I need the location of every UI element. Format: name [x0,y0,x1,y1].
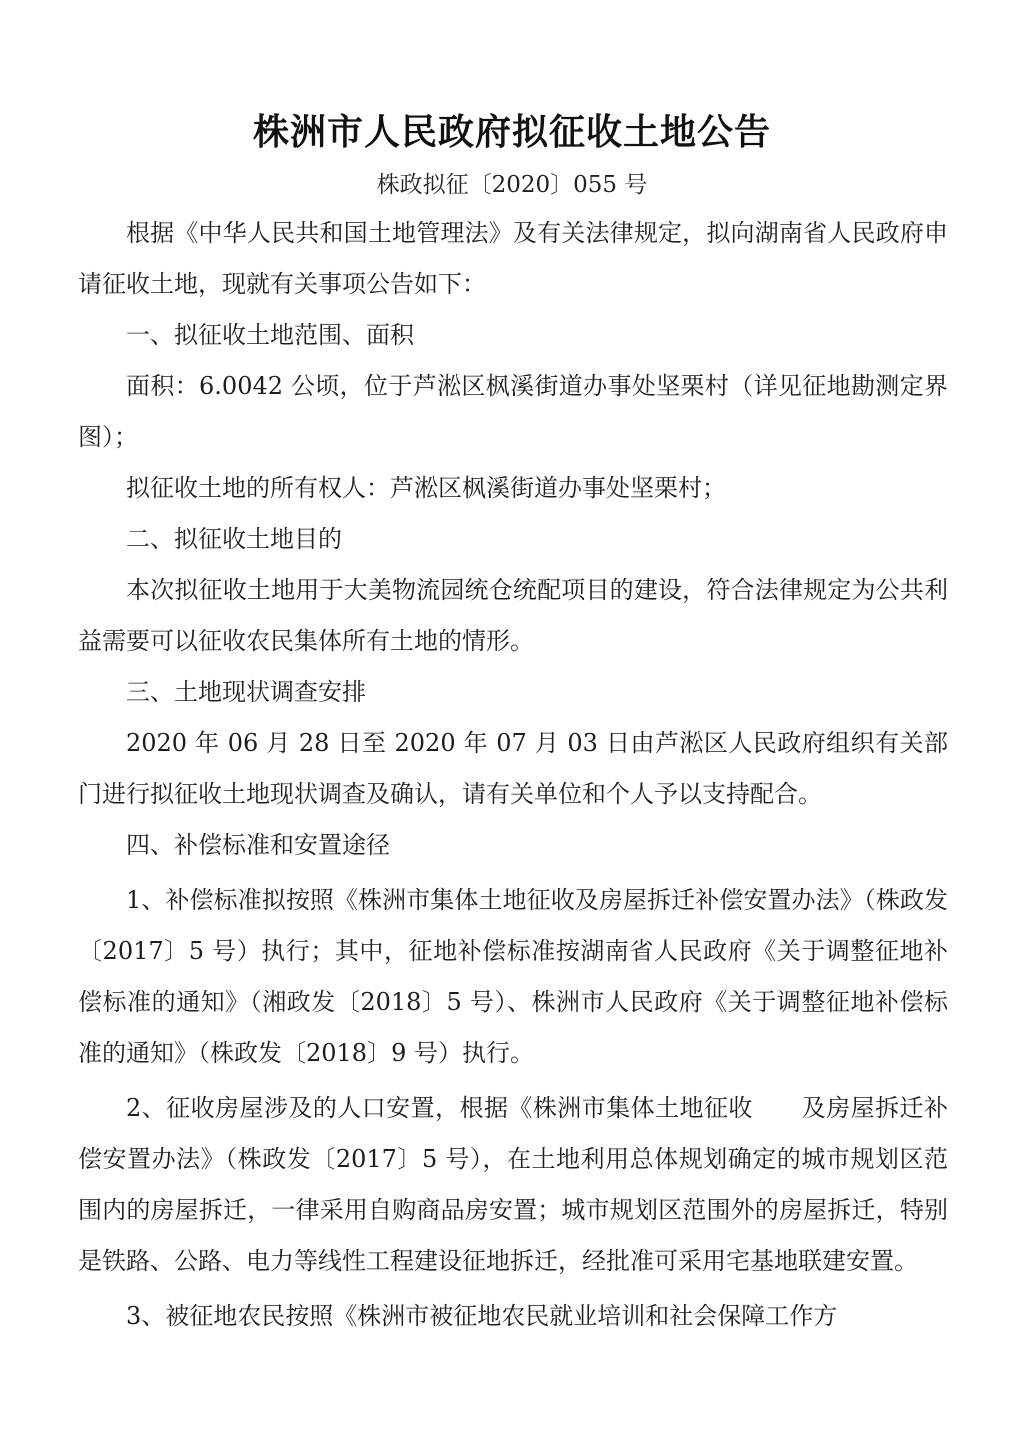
section-heading-3: 三、土地现状调查安排 [126,678,366,706]
paragraph-area: 面积：6.0042 公顷，位于芦淞区枫溪街道办事处坚栗村（详见征地勘测定界图）； [78,372,948,451]
document-body [78,208,948,1342]
document-title: 株洲市人民政府拟征收土地公告 [252,112,771,153]
paragraph-compensation-3: 3、被征地农民按照《株洲市被征地农民就业培训和社会保障工作方 [126,1302,838,1330]
section-heading-4: 四、补偿标准和安置途径 [126,831,390,859]
paragraph-compensation-2: 2、征收房屋涉及的人口安置，根据《株洲市集体土地征收 及房屋拆迁补偿安置办法》（株政发〔2017〕5 号），在土地利用总体规划确定的城市规划区范围内的房屋拆迁，一律采用自购商品房安置；城市规划区范围外的房屋拆迁，特别是铁路、公路、电力等线性工程建设征地拆迁，经批准可采用宅基地联建安置。 [78,1094,948,1275]
paragraph-survey: 2020 年 06 月 28 日至 2020 年 07 月 03 日由芦淞区人民政府组织有关部门进行拟征收土地现状调查及确认，请有关单位和个人予以支持配合。 [78,729,948,808]
paragraph-owner: 拟征收土地的所有权人：芦淞区枫溪街道办事处坚栗村； [126,474,726,502]
paragraph-compensation-1: 1、补偿标准拟按照《株洲市集体土地征收及房屋拆迁补偿安置办法》（株政发〔2017〕5 号）执行；其中，征地补偿标准按湖南省人民政府《关于调整征地补偿标准的通知》（湘政发〔2018〕5 号）、株洲市人民政府《关于调整征地补偿标准的通知》（株政发〔2018〕9 号）执行。 [78,886,948,1067]
section-heading-1: 一、拟征收土地范围、面积 [126,321,414,349]
paragraph-intro: 根据《中华人民共和国土地管理法》及有关法律规定，拟向湖南省人民政府申请征收土地，现就有关事项公告如下： [78,219,948,298]
document-number: 株政拟征〔2020〕055 号 [376,172,648,198]
section-heading-2: 二、拟征收土地目的 [126,525,342,553]
paragraph-purpose: 本次拟征收土地用于大美物流园统仓统配项目的建设，符合法律规定为公共利益需要可以征收农民集体所有土地的情形。 [78,576,948,655]
